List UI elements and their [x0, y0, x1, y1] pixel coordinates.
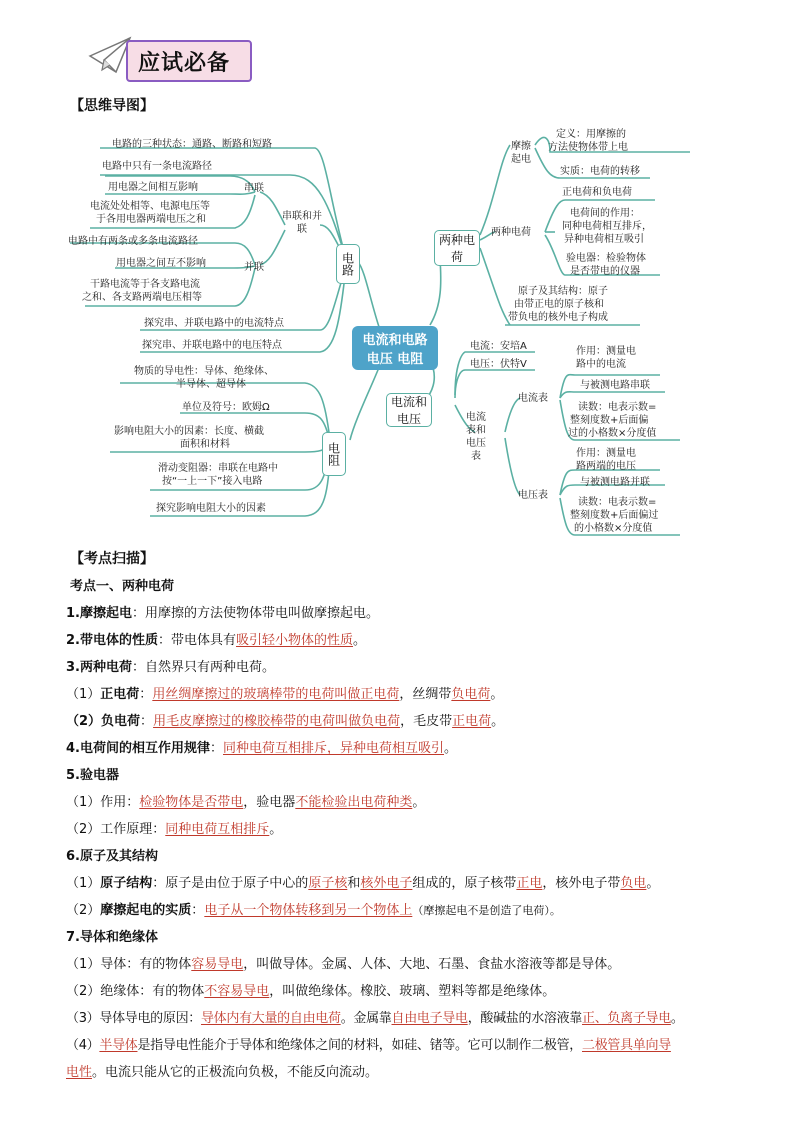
friction-definition-1: 定义：用摩擦的	[556, 129, 626, 140]
electroscope-1: 验电器：检验物体	[566, 253, 646, 264]
ammeter-reading-3: 过的小格数×分度值	[568, 428, 657, 439]
point-conductor: （1）导体：有的物体容易导电，叫做导体。金属、人体、大地、石墨、食盐水溶液等都是导体。	[66, 957, 621, 972]
mindmap-center-node	[352, 326, 438, 370]
conductivity-2: 半导体、超导体	[176, 379, 246, 390]
interaction-2: 同种电荷相互排斥，	[562, 221, 652, 232]
center-line-1: 电流和电路	[362, 333, 428, 348]
center-line-2: 电压 电阻	[366, 352, 424, 367]
ammeter-reading-1: 读数：电表示数=	[578, 402, 657, 413]
resistance-factors-2: 面积和材料	[180, 439, 230, 450]
circuit-states: 电路的三种状态：通路、断路和短路	[112, 139, 272, 150]
explore-current: 探究串、并联电路中的电流特点	[144, 318, 284, 329]
interaction-1: 电荷间的作用：	[570, 208, 640, 219]
parallel-rule-2: 之和、各支路两端电压相等	[82, 292, 202, 303]
point-friction-essence: （2）摩擦起电的实质：电子从一个物体转移到另一个物体上（摩擦起电不是创造了电荷）。	[66, 903, 561, 918]
parallel-affect: 用电器之间互不影响	[116, 258, 206, 269]
two-kinds-label: 两种电荷	[491, 227, 531, 238]
voltmeter-connection: 与被测电路并联	[580, 477, 650, 488]
node-circuit: 电路	[336, 244, 360, 284]
interaction-3: 异种电荷相互吸引	[564, 234, 644, 245]
friction-essence: 实质：电荷的转移	[560, 166, 640, 177]
point-semiconductor: （4）半导体是指导电性能介于导体和绝缘体之间的材料，如硅、锗等。它可以制作二极管，二极管具单向导	[66, 1038, 671, 1053]
parallel-path: 电路中有两条或多条电流路径	[68, 236, 198, 247]
voltmeter-reading-1: 读数：电表示数=	[578, 497, 657, 508]
unit-symbol: 单位及符号：欧姆Ω	[182, 402, 270, 413]
point-semiconductor-cont: 电性。电流只能从它的正极流向负极，不能反向流动。	[66, 1065, 379, 1080]
series-path: 电路中只有一条电流路径	[102, 161, 212, 172]
point-electroscope: 5.验电器	[66, 768, 119, 783]
point-insulator: （2）绝缘体：有的物体不容易导电，叫做绝缘体。橡胶、玻璃、塑料等都是绝缘体。	[66, 984, 556, 999]
conductivity-1: 物质的导电性：导体、绝缘体、	[134, 366, 274, 377]
series-rule-1: 电流处处相等、电源电压等	[90, 201, 210, 212]
ammeter-connection: 与被测电路串联	[580, 380, 650, 391]
pos-neg-charge: 正电荷和负电荷	[562, 187, 632, 198]
series-affect: 用电器之间相互影响	[108, 182, 198, 193]
current-unit: 电流：安培A	[470, 341, 527, 352]
atom-structure-1: 原子及其结构：原子	[518, 286, 608, 297]
point-positive-charge: （1）正电荷：用丝绸摩擦过的玻璃棒带的电荷叫做正电荷，丝绸带负电荷。	[66, 687, 504, 702]
resistance-factors-1: 影响电阻大小的因素：长度、横截	[114, 426, 264, 437]
electroscope-2: 是否带电的仪器	[570, 266, 640, 277]
node-current-voltage: 电流和电压	[386, 393, 432, 427]
point-atom: 6.原子及其结构	[66, 849, 158, 864]
point-negative-charge: （2）负电荷：用毛皮摩擦过的橡胶棒带的电荷叫做负电荷，毛皮带正电荷。	[66, 714, 505, 729]
voltmeter-reading-3: 的小格数×分度值	[574, 523, 653, 534]
point-friction-charging: 1.摩擦起电：用摩擦的方法使物体带电叫做摩擦起电。	[66, 606, 379, 621]
series-label: 串联	[244, 183, 264, 194]
parallel-rule-1: 干路电流等于各支路电流	[90, 279, 200, 290]
ammeter-use-1: 作用：测量电	[576, 346, 636, 357]
friction-label: 摩擦起电	[511, 141, 531, 165]
explore-resistance: 探究影响电阻大小的因素	[156, 503, 266, 514]
point-conduction-cause: （3）导体导电的原因：导体内有大量的自由电荷。金属靠自由电子导电，酸碱盐的水溶液靠正、负离子导电。	[66, 1011, 684, 1026]
atom-structure-3: 带负电的核外电子构成	[508, 312, 608, 323]
parallel-label: 并联	[244, 262, 264, 273]
ammeter-use-2: 路中的电流	[576, 359, 626, 370]
scan-heading: 【考点扫描】	[70, 551, 154, 567]
voltage-unit: 电压：伏特V	[470, 359, 527, 370]
ammeter-label: 电流表	[518, 393, 548, 404]
mindmap-heading: 【思维导图】	[70, 98, 154, 114]
meters-label: 电流表和电压表	[466, 412, 486, 462]
voltmeter-use-1: 作用：测量电	[576, 448, 636, 459]
point-charge-interaction: 4.电荷间的相互作用规律：同种电荷互相排斥，异种电荷相互吸引。	[66, 741, 458, 756]
rheostat-2: 按“一上一下”接入电路	[162, 476, 263, 487]
page-title: 应试必备	[138, 51, 231, 76]
voltmeter-reading-2: 整刻度数+后面偏过	[570, 510, 659, 521]
point-two-charges: 3.两种电荷：自然界只有两种电荷。	[66, 660, 275, 675]
series-rule-2: 于各用电器两端电压之和	[96, 214, 206, 225]
friction-definition-2: 方法使物体带上电	[548, 142, 628, 153]
rheostat-1: 滑动变阻器：串联在电路中	[158, 463, 278, 474]
series-parallel-label: 串联和并联	[282, 211, 322, 235]
point-electroscope-use: （1）作用：检验物体是否带电，验电器不能检验出电荷种类。	[66, 795, 426, 810]
voltmeter-label: 电压表	[518, 490, 548, 501]
point-charged-body: 2.带电体的性质：带电体具有吸引轻小物体的性质。	[66, 633, 367, 648]
point-electroscope-principle: （2）工作原理：同种电荷互相排斥。	[66, 822, 283, 837]
node-resistance: 电阻	[322, 432, 346, 476]
topic-1-heading: 考点一、两种电荷	[70, 579, 175, 594]
node-two-charges: 两种电荷	[434, 230, 480, 266]
point-atom-structure: （1）原子结构：原子是由位于原子中心的原子核和核外电子组成的，原子核带正电，核外电子带负电。	[66, 876, 660, 891]
ammeter-reading-2: 整刻度数+后面偏	[570, 415, 649, 426]
voltmeter-use-2: 路两端的电压	[576, 461, 636, 472]
explore-voltage: 探究串、并联电路中的电压特点	[142, 340, 282, 351]
atom-structure-2: 由带正电的原子核和	[514, 299, 604, 310]
point-conductor-insulator: 7.导体和绝缘体	[66, 930, 158, 945]
mindmap-connectors	[0, 0, 793, 545]
